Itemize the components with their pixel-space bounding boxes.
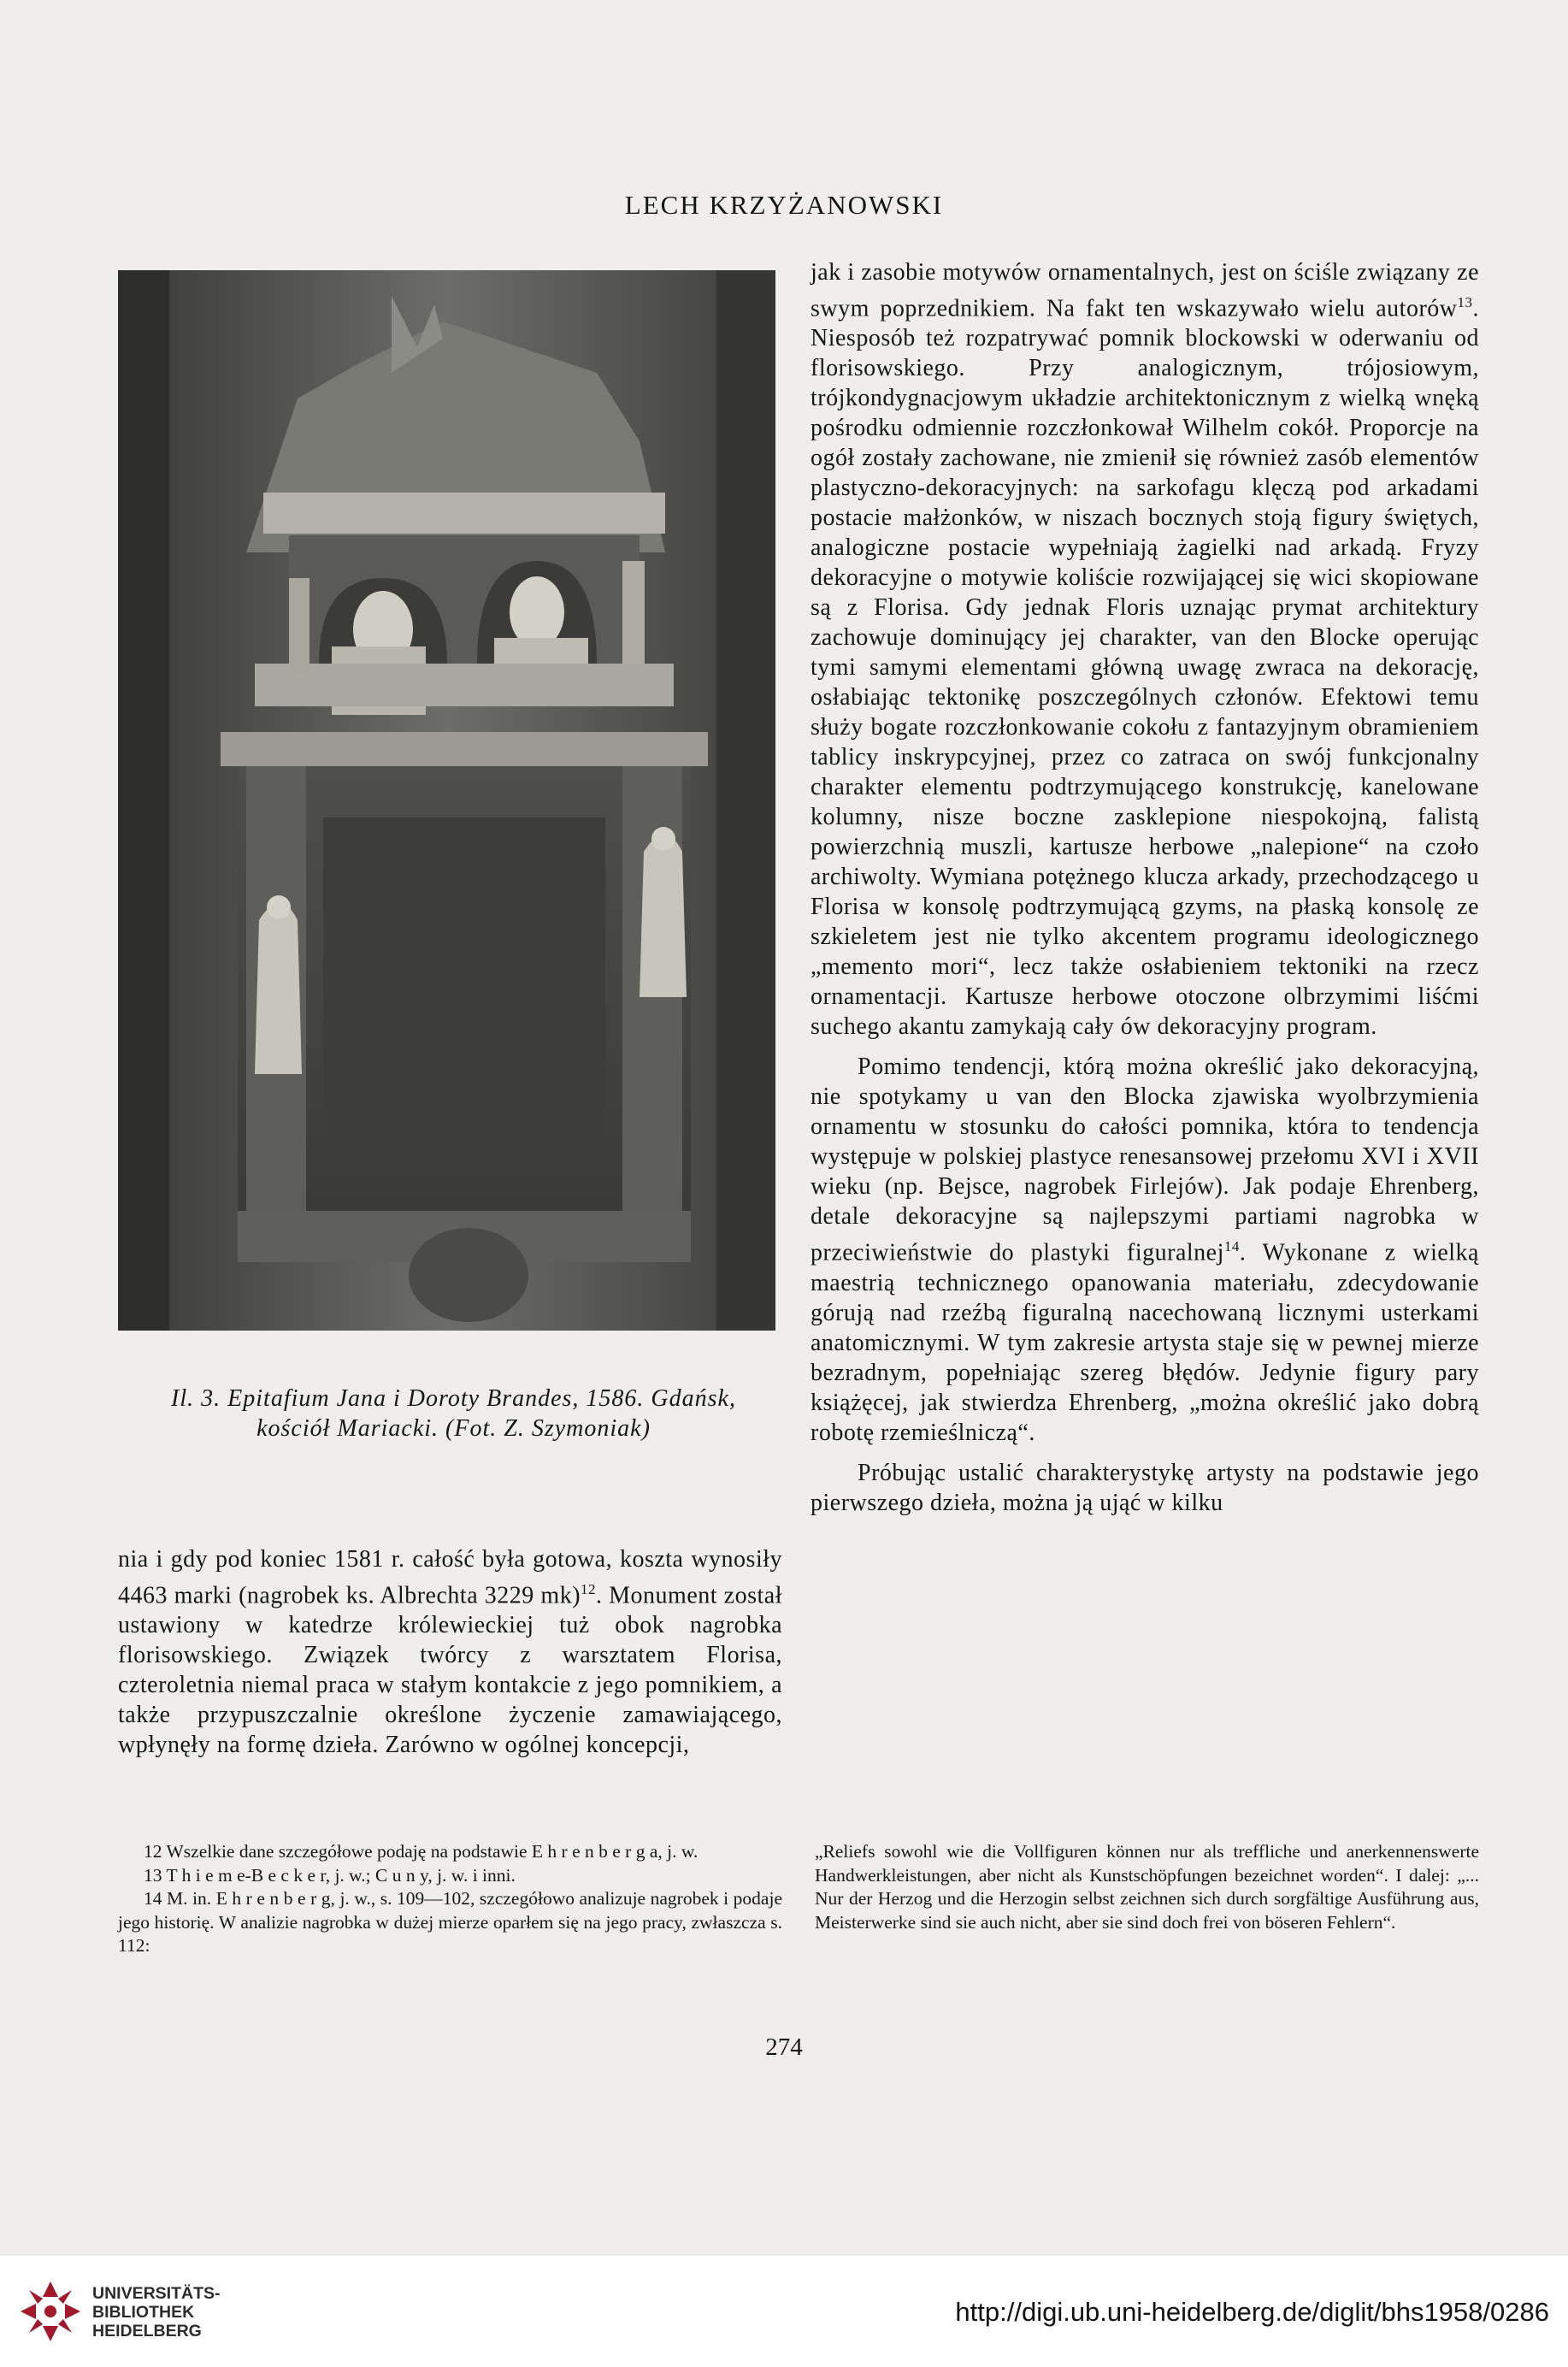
library-name-line-2: BIBLIOTHEK	[92, 2303, 195, 2322]
footnotes-left	[118, 1840, 782, 1958]
library-logo-icon	[19, 2280, 82, 2343]
page-number: 274	[765, 2033, 803, 2061]
epitaph-photograph	[118, 270, 775, 1331]
epitaph-photo-drawing	[118, 270, 775, 1331]
caption-line-2: kościół Mariacki. (Fot. Z. Szymoniak)	[256, 1415, 651, 1442]
footnote-13: 13 T h i e m e-B e c k e r, j. w.; C u n y, j. w. i inni.	[144, 1864, 516, 1886]
digital-object-url[interactable]: http://digi.ub.uni-heidelberg.de/diglit/bhs1958/0286	[955, 2297, 1549, 2327]
library-name-line-1: UNIVERSITÄTS-	[92, 2284, 221, 2303]
caption-line-1: Il. 3. Epitafium Jana i Doroty Brandes, 1586. Gdańsk,	[171, 1385, 736, 1412]
paragraph: jak i zasobie motywów ornamentalnych, jest on ściśle związany ze swym poprzednikiem. Na fakt ten wskazywało wielu autorów$^{13}$. Niesposób też rozpatrywać pomnik blockowski w oderwaniu od florisowskiego. Przy analogicznym, trójosiowym, trójkondygnacjowym układzie architektonicznym z wielką wnęką pośrodku odmiennie rozczłonkował Wilhelm cokół. Proporcje na ogół zostały zachowane, nie zmienił się również zasób elementów plastyczno-dekoracyjnych: na sarkofagu klęczą pod arkadami postacie małżonków, w niszach bocznych stoją figury świętych, analogiczne postacie wypełniają żagielki nad arkadą. Fryzy dekoracyjne o motywie koliście rozwijającej się wici skopiowane są z Florisa. Gdy jednak Floris uznając prymat architektury zachowuje dominujący jej charakter, van den Blocke operując tymi samymi elementami główną uwagę zwraca na dekorację, osłabiając tektonikę poszczególnych członów. Efektowi temu służy bogate rozczłonkowanie cokołu z fantazyjnym obramieniem tablicy inskrypcyjnej, przez co zatraca on swój funkcjonalny charakter elementu podtrzymującego konstrukcję, kanelowane kolumny, nisze boczne zasklepione niespokojną, falistą powierzchnią muszli, kartusze herbowe „nalepione“ na czoło archiwolty. Wymiana potężnego klucza arkady, przechodzącego u Florisa w konsolę podtrzymującą gzyms, na płaską konsolę ze szkieletem jest nie tylko akcentem programu ideologicznego „memento mori“, lecz także osłabieniem tektoniki na rzecz ornamentacji. Kartusze herbowe otoczone olbrzymimi liśćmi suchego akantu zamykają cały ów dekoracyjny program.	[811, 259, 1479, 1041]
library-name	[92, 2284, 221, 2340]
right-text-column	[811, 257, 1479, 1518]
footnotes-right	[815, 1840, 1479, 1934]
paragraph: nia i gdy pod koniec 1581 r. całość była gotowa, koszta wynosiły 4463 marki (nagrobek ks. Albrechta 3229 mk)$^{12}$. Monument został ustawiony w katedrze królewieckiej tuż obok nagrobka florisowskiego. Związek twórcy z warsztatem Florisa, czteroletnia niemal praca w stałym kontakcie z jego pomnikiem, a także przypuszczalnie określone życzenie zamawiającego, wpłynęły na formę dzieła. Zarówno w ogólnej koncepcji,	[118, 1546, 782, 1759]
left-text-column	[118, 1544, 782, 1760]
running-head: LECH KRZYŻANOWSKI	[624, 190, 944, 220]
footnote-14: 14 M. in. E h r e n b e r g, j. w., s. 109—102, szczegółowo analizuje nagrobek i podaje jego historię. W analizie nagrobka w dużej mierze oparłem się na jego pracy, zwłaszcza s. 112:	[118, 1888, 782, 1956]
footnote-14-continued: „Reliefs sowohl wie die Vollfiguren können nur als treffliche und anerkennenswerte Handwerkleistungen, aber nicht als Kunstschöpfungen bezeichnet worden“. I dalej: „... Nur der Herzog und die Herzogin selbst zeichnen sich durch sorgfältige Ausführung aus, Meisterwerke sind sie auch nicht, aber sie sind doch frei von böseren Fehlern“.	[815, 1841, 1479, 1933]
paragraph: Próbując ustalić charakterystykę artysty na podstawie jego pierwszego dzieła, można ją ująć w kilku	[811, 1459, 1479, 1516]
figure-caption	[118, 1384, 789, 1443]
footnote-12: 12 Wszelkie dane szczegółowe podaję na podstawie E h r e n b e r g a, j. w.	[144, 1841, 699, 1862]
footnote-ref: 13	[1457, 294, 1473, 310]
footnote-ref: 14	[1223, 1238, 1240, 1255]
library-name-line-3: HEIDELBERG	[92, 2322, 202, 2340]
paragraph: Pomimo tendencji, którą można określić jako dekoracyjną, nie spotykamy u van den Blocka zjawiska wyolbrzymienia ornamentu w stosunku do całości pomnika, która to tendencja występuje w polskiej plastyce renesansowej przełomu XVI i XVII wieku (np. Bejsce, nagrobek Firlejów). Jak podaje Ehrenberg, detale dekoracyjne są najlepszymi partiami nagrobka w przeciwieństwie do plastyki figuralnej$^{14}$. Wykonane z wielką maestrią technicznego opanowania materiału, zdecydowanie górują nad rzeźbą figuralną nacechowaną licznymi usterkami anatomicznymi. W tym zakresie artysta staje się w pewnej mierze bezradnym, popełniając szereg błędów. Jedynie figury pary książęcej, jak stwierdza Ehrenberg, „można określić jako dobrą robotę rzemieślniczą“.	[811, 1054, 1479, 1446]
footnote-ref: 12	[581, 1581, 597, 1597]
